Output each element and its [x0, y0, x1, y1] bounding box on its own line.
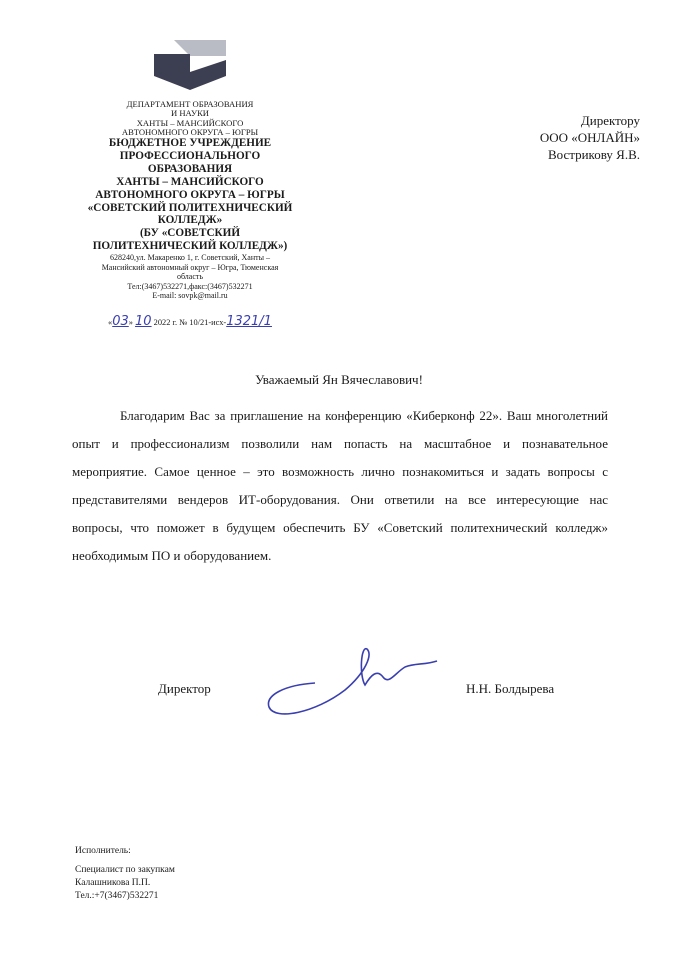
address-line: Мансийский автономный округ – Югра, Тюменская	[101, 262, 279, 272]
quote: «	[108, 317, 113, 327]
institution-line: ХАНТЫ – МАНСИЙСКОГО	[116, 175, 264, 188]
reg-year-number: 2022 г. № 10/21-исх-	[153, 317, 227, 327]
address-line: Тел:(3467)532271,факс:(3467)532271	[127, 281, 253, 291]
body-line: вопросы, что поможет в будущем обеспечить БУ «Советский политехнический колледж»	[72, 520, 608, 535]
registration-line	[72, 315, 308, 329]
executor-line: Специалист по закупкам	[75, 865, 175, 875]
body-line: Благодарим Вас за приглашение на конференцию «Киберконф 22». Ваш многолетний	[120, 408, 608, 423]
institution-line: ПРОФЕССИОНАЛЬНОГО	[119, 150, 261, 162]
college-logo-icon	[152, 36, 228, 90]
institution-line: (БУ «СОВЕТСКИЙ	[139, 227, 241, 240]
address-line: E-mail: sovpk@mail.ru	[152, 291, 228, 301]
recipient-line: Директору	[580, 113, 640, 128]
department-line: АВТОНОМНОГО ОКРУГА – ЮГРЫ	[121, 126, 259, 137]
recipient-line: Вострикову Я.В.	[547, 147, 640, 162]
quote: »	[128, 317, 133, 327]
executor-label: Исполнитель:	[75, 846, 131, 856]
reg-month: 10	[135, 313, 152, 329]
department-line: ДЕПАРТАМЕНТ ОБРАЗОВАНИЯ	[126, 99, 254, 109]
greeting: Уважаемый Ян Вячеславович!	[255, 372, 423, 387]
executor-line: Калашникова П.П.	[75, 878, 151, 888]
executor-line: Тел.:+7(3467)532271	[75, 891, 159, 901]
body-line: мероприятие. Самое ценное – это возможность лично познакомиться и задать вопросы с	[72, 464, 608, 479]
institution-line: АВТОНОМНОГО ОКРУГА – ЮГРЫ	[95, 188, 285, 201]
executor-block	[75, 845, 175, 903]
recipient-block	[500, 112, 640, 163]
institution-line: ПОЛИТЕХНИЧЕСКИЙ КОЛЛЕДЖ»)	[92, 240, 288, 253]
address-line: область	[176, 272, 204, 282]
body-line: необходимым ПО и оборудованием.	[72, 548, 272, 563]
letter-body	[72, 402, 608, 570]
department-line: ХАНТЫ – МАНСИЙСКОГО	[136, 117, 244, 128]
body-line: представителями вендеров ИТ-оборудования. Они ответили на все интересующие нас	[72, 492, 608, 507]
handwritten-signature	[255, 635, 445, 725]
institution-line: «СОВЕТСКИЙ ПОЛИТЕХНИЧЕСКИЙ	[87, 201, 293, 214]
signatory-name: Н.Н. Болдырева	[466, 681, 555, 696]
recipient-line: ООО «ОНЛАЙН»	[539, 130, 640, 145]
institution-line: КОЛЛЕДЖ»	[157, 214, 223, 227]
reg-number: 1321/1	[226, 313, 272, 329]
letterhead	[72, 100, 308, 329]
reg-day: 03	[112, 313, 129, 329]
institution-line: ОБРАЗОВАНИЯ	[147, 162, 233, 175]
body-line: опыт и профессионализм позволили нам попасть на масштабное и познавательное	[72, 436, 608, 451]
institution-line: БЮДЖЕТНОЕ УЧРЕЖДЕНИЕ	[108, 137, 272, 150]
signatory-position: Директор	[158, 681, 211, 696]
address-line: 628240,ул. Макаренко 1, г. Советский, Ханты –	[109, 253, 270, 262]
department-line: И НАУКИ	[170, 108, 210, 119]
